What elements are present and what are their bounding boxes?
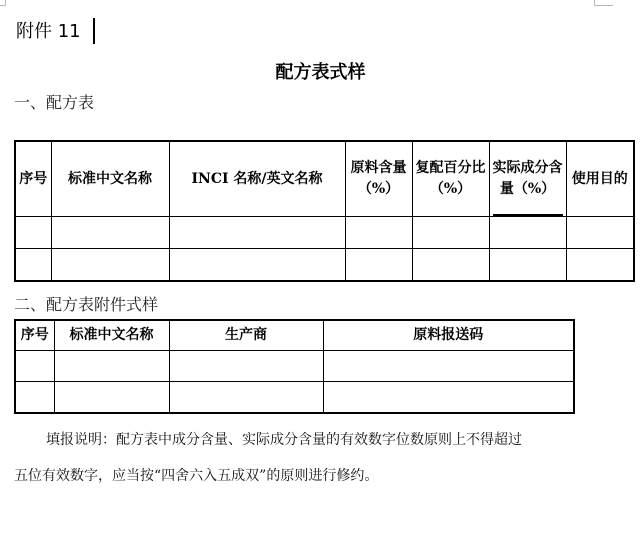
formula-table [14, 140, 635, 282]
header-cell-manufacturer: 生产商 [169, 320, 323, 351]
header-cell-actual-content: 实际成分含量（%） [489, 141, 566, 217]
table-cell[interactable] [323, 351, 574, 382]
table-cell[interactable] [169, 382, 323, 414]
header-cell-serial: 序号 [15, 320, 54, 351]
table-cell[interactable] [54, 382, 169, 414]
formula-attachment-table [14, 319, 575, 414]
header-cell-inci-name: INCI 名称/英文名称 [169, 141, 345, 217]
table-cell[interactable] [323, 382, 574, 414]
header-cell-raw-content: 原料含量（%） [345, 141, 412, 217]
table-cell[interactable] [15, 249, 51, 282]
table-row [15, 351, 574, 382]
header-cell-compound-percent: 复配百分比（%） [412, 141, 489, 217]
table-cell[interactable] [169, 249, 345, 282]
filling-note-line-1: 填报说明：配方表中成分含量、实际成分含量的有效数字位数原则上不得超过 [46, 432, 522, 448]
text-cursor [93, 18, 95, 44]
table-header-row [15, 141, 634, 217]
table-cell[interactable] [566, 249, 634, 282]
filling-note-line-2: 五位有效数字，应当按“四舍六入五成双”的原则进行修约。 [14, 468, 379, 484]
header-cell-serial: 序号 [15, 141, 51, 217]
header-cell-chinese-name: 标准中文名称 [51, 141, 169, 217]
table-cell[interactable] [566, 217, 634, 249]
header-cell-purpose: 使用目的 [566, 141, 634, 217]
attachment-label: 附件 11 [16, 21, 81, 42]
table-row [15, 382, 574, 414]
page-corner-mark-right [594, 0, 613, 6]
table-cell[interactable] [15, 382, 54, 414]
document-title: 配方表式样 [275, 62, 366, 83]
table-cell[interactable] [51, 217, 169, 249]
table-cell[interactable] [169, 351, 323, 382]
table-row [15, 217, 634, 249]
header-cell-chinese-name: 标准中文名称 [54, 320, 169, 351]
header-cell-submission-code: 原料报送码 [323, 320, 574, 351]
page-corner-mark-left [0, 0, 6, 6]
table-cell[interactable] [345, 217, 412, 249]
table-header-row [15, 320, 574, 351]
table-cell[interactable] [489, 249, 566, 282]
table-cell[interactable] [51, 249, 169, 282]
table-cell[interactable] [15, 217, 51, 249]
table-cell[interactable] [54, 351, 169, 382]
table-cell[interactable] [412, 249, 489, 282]
table-cell[interactable] [15, 351, 54, 382]
table-cell[interactable] [489, 217, 566, 249]
table-cell[interactable] [169, 217, 345, 249]
section-heading-attachment-sample: 二、配方表附件式样 [14, 295, 159, 314]
section-heading-formula-table: 一、配方表 [14, 93, 95, 112]
table-cell[interactable] [345, 249, 412, 282]
table-cell[interactable] [412, 217, 489, 249]
table-row [15, 249, 634, 282]
